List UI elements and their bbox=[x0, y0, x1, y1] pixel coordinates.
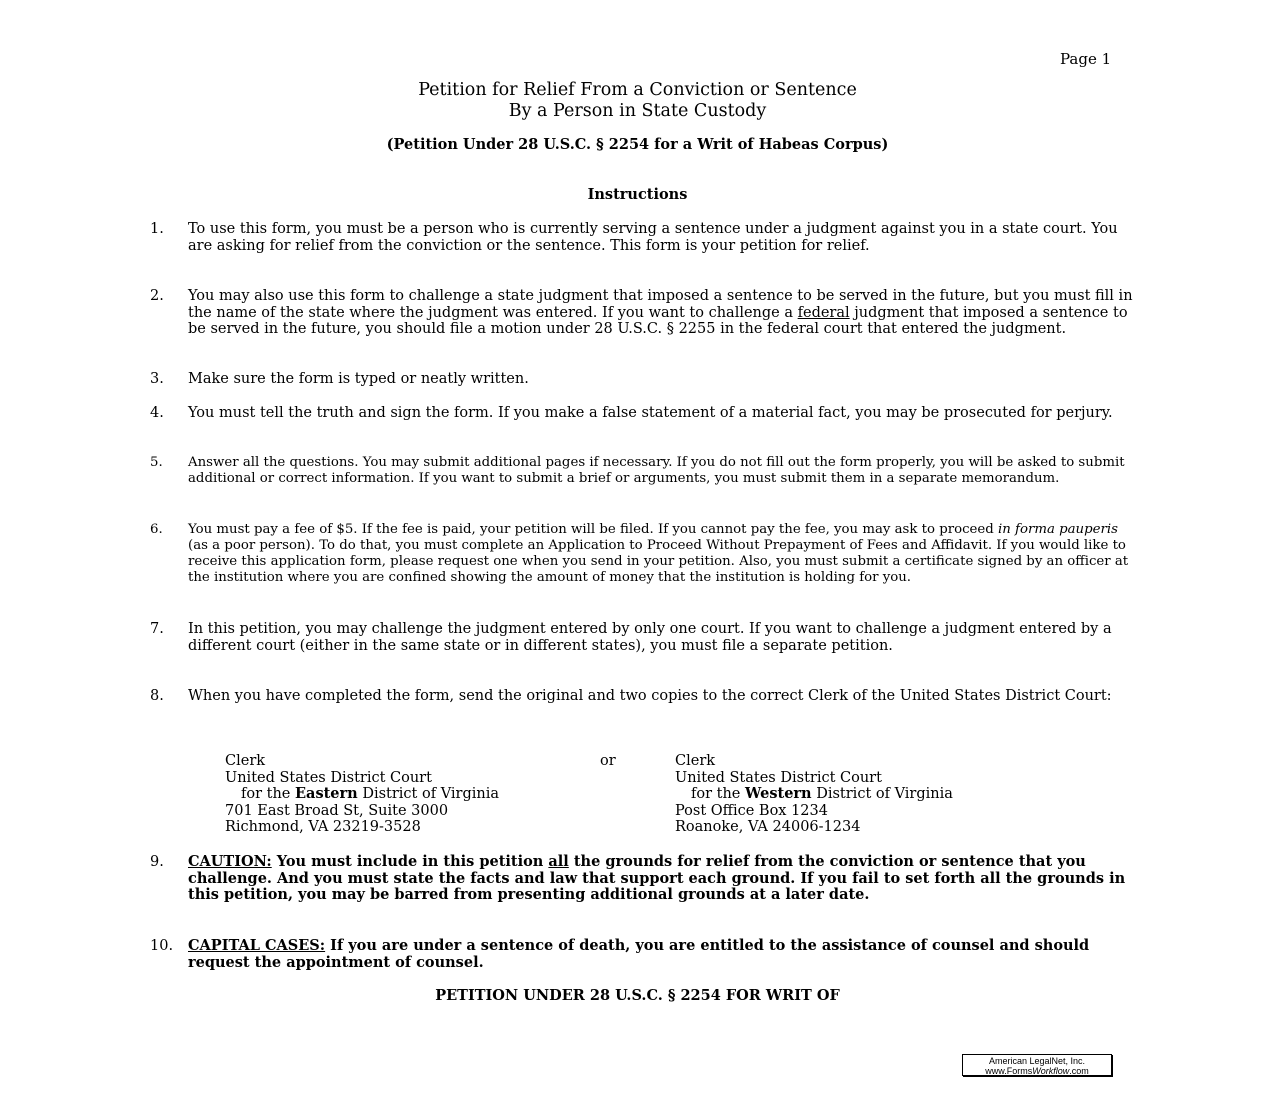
instruction-item-1 bbox=[150, 221, 1135, 254]
item-text: You may also use this form to challenge a state judgment that imposed a sentence to be served in the future, but you must fill in the name of the state where the judgment was entered. If you want to challenge a federal judgment that imposed a sentence to be served in the future, you should file a motion under 28 U.S.C. § 2255 in the federal court that entered the judgment. bbox=[188, 288, 1133, 337]
item-number: 3. bbox=[150, 371, 164, 387]
item-number: 2. bbox=[150, 288, 164, 304]
item-text: You must pay a fee of $5. If the fee is paid, your petition will be filed. If you cannot pay the fee, you may ask to proceed in forma pauperis (as a poor person). To do that, you must complete an Application to Proceed Without Prepayment of Fees and Affidavit. If you would like to receive this application form, please request one when you send in your petition. Also, you must submit a certificate signed by an officer at the institution where you are confined showing the amount of money that the institution is holding for you. bbox=[188, 522, 1129, 585]
emphasis-federal: federal bbox=[797, 304, 850, 321]
instruction-item-10 bbox=[150, 938, 1135, 971]
page-number: Page 1 bbox=[1060, 50, 1112, 68]
publisher-stamp: American LegalNet, Inc. www.FormsWorkflow.com bbox=[962, 1054, 1112, 1076]
address-or-separator: or bbox=[600, 753, 616, 769]
instruction-item-9 bbox=[150, 854, 1135, 904]
item-text: CAUTION: You must include in this petition all the grounds for relief from the conviction or sentence that you challenge. And you must state the facts and law that support each ground. If you fail to set forth all the grounds in this petition, you may be barred from presenting additional grounds at a later date. bbox=[188, 853, 1126, 903]
item-text: You must tell the truth and sign the form. If you make a false statement of a material fact, you may be prosecuted for perjury. bbox=[188, 405, 1113, 421]
item-text: When you have completed the form, send the original and two copies to the correct Clerk of the United States District Court: bbox=[188, 688, 1112, 704]
instruction-item-4 bbox=[150, 405, 1135, 422]
instruction-item-5 bbox=[150, 455, 1135, 487]
title-line-2: By a Person in State Custody bbox=[508, 101, 767, 121]
title-line-1: Petition for Relief From a Conviction or Sentence bbox=[418, 80, 857, 100]
item-text: CAPITAL CASES: If you are under a sentence of death, you are entitled to the assistance of counsel and should request the appointment of counsel. bbox=[188, 937, 1090, 971]
instruction-item-7 bbox=[150, 621, 1135, 654]
item-number: 7. bbox=[150, 621, 164, 637]
item-number: 5. bbox=[150, 455, 163, 470]
capital-cases-label: CAPITAL CASES: bbox=[188, 937, 326, 954]
item-number: 10. bbox=[150, 938, 174, 954]
instruction-item-3 bbox=[150, 371, 1135, 388]
item-text: In this petition, you may challenge the judgment entered by only one court. If you want to challenge a judgment entered by a different court (either in the same state or in different states), you must file a separate petition. bbox=[188, 621, 1112, 654]
address-eastern-district: Clerk United States District Court for the Eastern District of Virginia 701 East Broad St, Suite 3000 Richmond, VA 23219-3528 bbox=[225, 753, 500, 836]
emphasis-in-forma-pauperis: in forma pauperis bbox=[998, 522, 1118, 537]
instruction-item-8 bbox=[150, 688, 1135, 705]
item-number: 8. bbox=[150, 688, 164, 704]
page-title bbox=[0, 80, 1275, 122]
item-number: 9. bbox=[150, 854, 164, 870]
petition-heading: PETITION UNDER 28 U.S.C. § 2254 FOR WRIT OF bbox=[435, 987, 840, 1004]
instructions-heading: Instructions bbox=[587, 186, 688, 203]
item-text: Answer all the questions. You may submit additional pages if necessary. If you do not fill out the form properly, you will be asked to submit additional or correct information. If you want to submit a brief or arguments, you must submit them in a separate memorandum. bbox=[188, 455, 1125, 486]
item-number: 6. bbox=[150, 522, 163, 537]
page-subtitle: (Petition Under 28 U.S.C. § 2254 for a Writ of Habeas Corpus) bbox=[386, 136, 889, 153]
item-number: 4. bbox=[150, 405, 164, 421]
caution-label: CAUTION: bbox=[188, 853, 272, 870]
item-number: 1. bbox=[150, 221, 164, 237]
instruction-item-6 bbox=[150, 522, 1135, 586]
item-text: Make sure the form is typed or neatly written. bbox=[188, 371, 529, 387]
instruction-item-2 bbox=[150, 288, 1135, 338]
address-western-district: Clerk United States District Court for the Western District of Virginia Post Office Box 1234 Roanoke, VA 24006-1234 bbox=[675, 753, 953, 836]
item-text: To use this form, you must be a person who is currently serving a sentence under a judgment against you in a state court. You are asking for relief from the conviction or the sentence. This form is your petition for relief. bbox=[188, 221, 1118, 254]
emphasis-all: all bbox=[548, 853, 569, 870]
